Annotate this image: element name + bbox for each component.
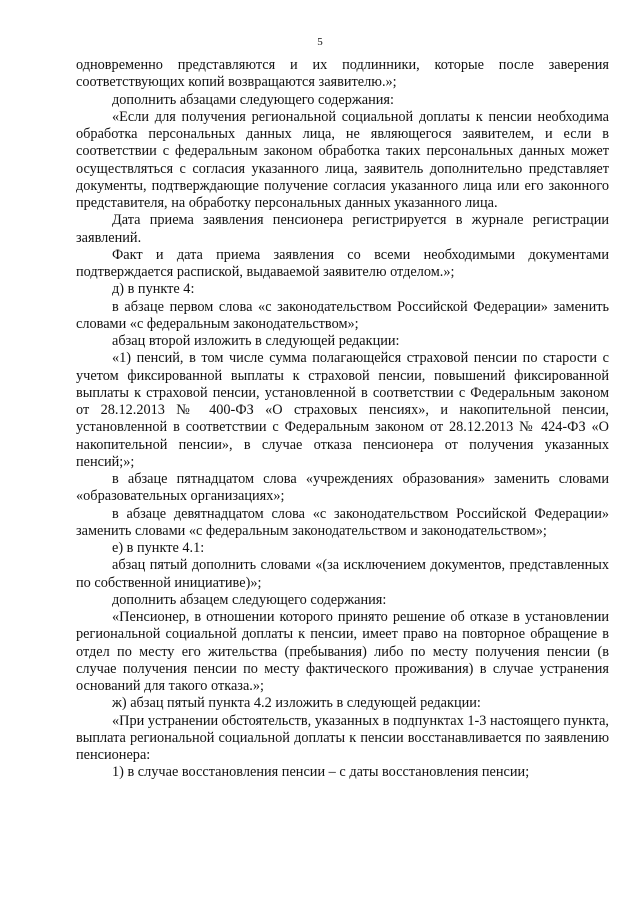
paragraph-add-abzac: дополнить абзацем следующего содержания: [112, 591, 387, 608]
paragraph-fifth-abzac: абзац пятый дополнить словами «(за исключением документов, представленных по собственной инициативе)»; [76, 557, 609, 591]
paragraph-continuation: одновременно представляются и их подлинники, которые после заверения соответствующих копий возвращаются заявителю.»; [76, 57, 609, 91]
paragraph-fifteenth-abzac: в абзаце пятнадцатом слова «учреждениях образования» заменить словами «образовательных организациях»; [76, 471, 609, 505]
paragraph-restoration-item-1: 1) в случае восстановления пенсии – с даты восстановления пенсии; [112, 764, 530, 781]
paragraph-add-instruction: дополнить абзацами следующего содержания: [112, 91, 394, 108]
document-body [76, 57, 609, 782]
paragraph-nineteenth-abzac: в абзаце девятнадцатом слова «с законодательством Российской Федерации» заменить словами «с федеральным законодательством и законодательством»; [76, 505, 609, 539]
paragraph-item-zh: ж) абзац пятый пункта 4.2 изложить в следующей редакции: [112, 695, 481, 712]
paragraph-first-abzac: в абзаце первом слова «с законодательством Российской Федерации» заменить словами «с федеральным законодательством»; [76, 298, 609, 332]
paragraph-personal-data: «Если для получения региональной социальной доплаты к пенсии необходима обработка персональных данных лица, не являющегося заявителем, и если в соответствии с федеральным законом обработка таких персональных данных может осуществляться с согласия указанного лица, заявитель дополнительно представляет документы, подтверждающие получение согласия указанного лица или его законного представителя, на обработку персональных данных указанного лица. [76, 108, 609, 211]
paragraph-item-d: д) в пункте 4: [112, 281, 195, 298]
paragraph-pensions-list: «1) пенсий, в том числе сумма полагающейся страховой пенсии по старости с учетом фиксированной выплаты к страховой пенсии, повышений фиксированной выплаты к страховой пенсии, установленной в соответствии с Федеральным законом от 28.12.2013 № 400-ФЗ «О страховых пенсиях», и накопительной пенсии, установленной в соответствии с Федеральным законом от 28.12.2013 № 424-ФЗ «О накопительной пенсии», в случае отказа пенсионера от получения указанных пенсий;»; [76, 350, 609, 470]
paragraph-registration-date: Дата приема заявления пенсионера регистрируется в журнале регистрации заявлений. [76, 212, 609, 246]
paragraph-item-e: е) в пункте 4.1: [112, 540, 205, 556]
page-number: 5 [317, 36, 323, 48]
paragraph-second-abzac: абзац второй изложить в следующей редакции: [112, 333, 400, 349]
paragraph-refusal-reapply: «Пенсионер, в отношении которого принято решение об отказе в установлении региональной социальной доплаты к пенсии, имеет право на повторное обращение в отдел по месту его жительства (пребывания) либо по месту получения пенсии (в случае получения пенсии по месту фактического проживания) в случае устранения оснований для такого отказа.»; [76, 609, 609, 694]
paragraph-receipt: Факт и дата приема заявления со всеми необходимыми документами подтверждается распиской, выдаваемой заявителю отделом.»; [76, 246, 609, 280]
paragraph-restoration: «При устранении обстоятельств, указанных в подпунктах 1-3 настоящего пункта, выплата региональной социальной доплаты к пенсии восстанавливается по заявлению пенсионера: [76, 712, 609, 763]
